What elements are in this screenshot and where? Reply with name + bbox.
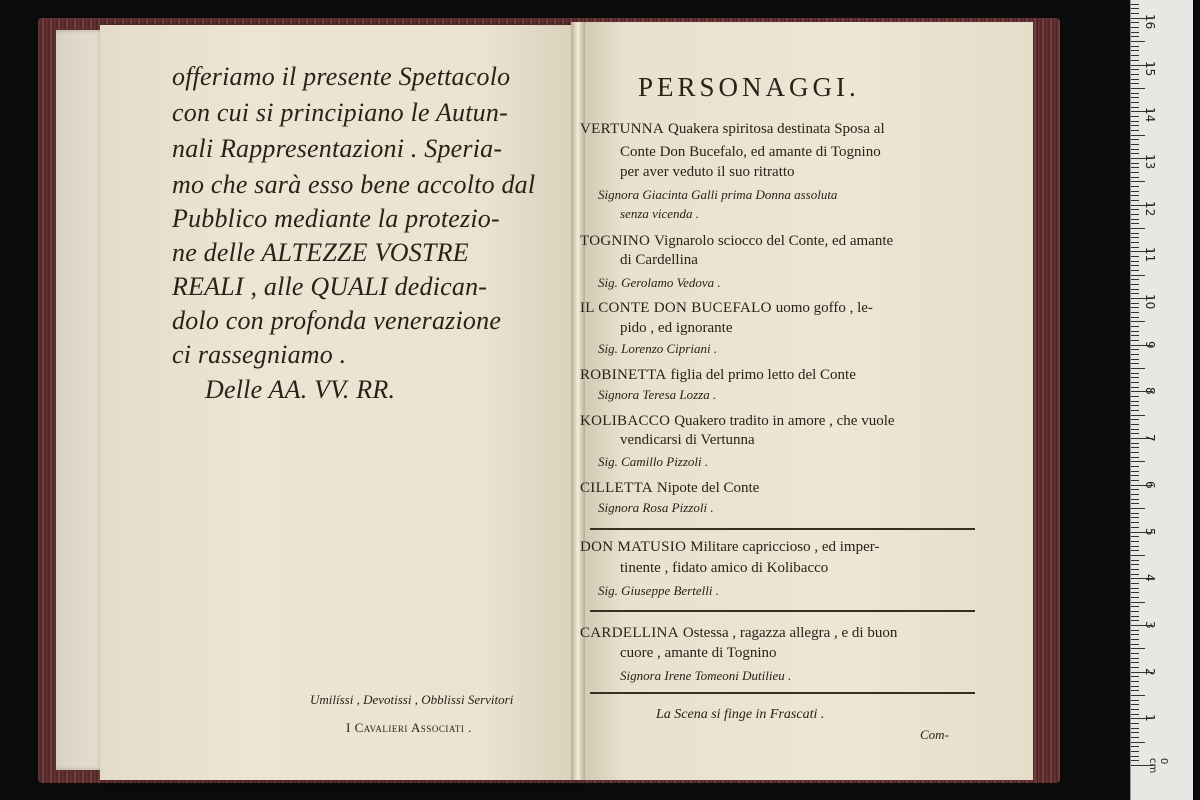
ruler-tick [1131,658,1139,659]
ruler-number: 13 [1143,153,1157,170]
ruler-tick [1131,97,1139,98]
ruler-tick [1131,247,1139,248]
ruler-tick [1131,466,1139,467]
ruler-number: 8 [1143,387,1157,396]
ruler-unit: 0 cm [1147,758,1169,774]
ruler-tick [1131,653,1139,654]
singer-name: Signora Giacinta Galli prima Donna assoluta [598,187,838,202]
ruler-tick [1131,597,1139,598]
ruler-tick [1131,541,1139,542]
character-name: CARDELLINA [580,625,679,641]
signature-servitori: Umilíssi , Devotissi , Obblissi Servitori [310,692,514,707]
ruler-tick [1131,499,1139,500]
ruler-tick [1131,349,1139,350]
character-description: vendicarsi di Vertunna [620,432,755,448]
ruler-tick [1131,410,1139,411]
ruler-tick [1131,443,1139,444]
ruler-tick [1131,555,1145,556]
ruler-tick [1131,275,1145,276]
dedication-line: REALI , alle QUALI dedican- [172,272,488,301]
ruler-tick [1131,429,1139,430]
ruler-tick [1131,13,1139,14]
ruler-tick [1131,256,1139,257]
ruler-tick [1131,368,1145,369]
ruler-tick [1131,200,1139,201]
ruler-tick [1131,359,1139,360]
ruler-tick [1131,690,1139,691]
ruler-number: 6 [1143,480,1157,489]
ruler-tick [1131,223,1139,224]
ruler-tick [1131,69,1139,70]
dedication-closing: Delle AA. VV. RR. [205,375,396,404]
ruler-tick [1131,732,1139,733]
ruler-tick [1131,644,1139,645]
ruler-tick [1131,588,1139,589]
ruler-tick [1131,186,1139,187]
ruler-tick [1131,331,1139,332]
ruler-tick [1131,265,1139,266]
ruler-tick [1131,293,1139,294]
dedication-line: Pubblico mediante la protezio- [172,204,500,233]
ruler-tick [1131,209,1139,210]
ruler-tick [1131,307,1139,308]
character-description: tinente , fidato amico di Kolibacco [620,560,829,576]
ruler-tick [1131,177,1139,178]
ruler-tick [1131,191,1139,192]
dedication-line: nali Rappresentazioni . Speria- [172,134,503,163]
character-description: pido , ed ignorante [620,320,733,336]
ruler-tick [1131,219,1139,220]
ruler-tick [1131,424,1139,425]
ruler-tick [1131,639,1139,640]
ruler-tick [1131,709,1139,710]
character-description: Militare capriccioso , ed imper- [690,539,880,555]
ruler-tick [1131,564,1139,565]
page-title: PERSONAGGI. [638,72,860,102]
character-description: Vignarolo sciocco del Conte, ed amante [654,233,894,249]
character-entry [580,232,893,250]
ruler-tick [1131,163,1139,164]
ruler-tick [1131,606,1139,607]
ruler-tick [1131,517,1139,518]
dedication-line: dolo con profonda venerazione [172,306,502,335]
ruler-tick [1131,457,1139,458]
character-description: Ostessa , ragazza allegra , e di buon [682,625,898,641]
ruler-tick [1131,737,1139,738]
ruler-tick [1131,60,1139,61]
ruler-number: 1 [1143,714,1157,722]
ruler-number: 11 [1143,247,1157,263]
ruler-tick [1131,756,1139,757]
ruler-tick [1131,228,1145,229]
ruler-tick [1131,181,1145,182]
ruler-tick [1131,695,1145,696]
ruler-tick [1131,546,1139,547]
ruler-tick [1131,508,1145,509]
ruler-tick [1131,574,1139,575]
singer-name: Signora Irene Tomeoni Dutilieu . [620,668,792,683]
ruler-tick [1131,279,1139,280]
ruler-tick [1131,667,1139,668]
ruler-tick [1131,130,1139,131]
ruler-tick [1131,93,1139,94]
character-description: Quakero tradito in amore , che vuole [674,413,895,429]
ruler-tick [1131,121,1139,122]
ruler-tick [1131,135,1145,136]
character-description: uomo goffo , le- [775,300,873,316]
ruler-tick [1131,461,1145,462]
ruler-tick [1131,686,1139,687]
ruler-tick [1131,50,1139,51]
ruler-tick [1131,494,1139,495]
dedication-line: ne delle ALTEZZE VOSTRE [172,238,469,267]
character-name: VERTUNNA [580,121,664,137]
ruler-tick [1131,396,1139,397]
ruler-tick [1131,648,1145,649]
character-description: per aver veduto il suo ritratto [620,164,795,180]
ruler-tick [1131,83,1139,84]
character-description: figlia del primo letto del Conte [670,367,856,383]
ruler-number: 4 [1143,574,1157,582]
ruler-tick [1131,139,1139,140]
character-name: ROBINETTA [580,367,667,383]
divider [590,692,975,694]
ruler-tick [1131,74,1139,75]
signature-cavalieri: I Cavalieri Associati . [346,720,472,735]
measurement-ruler [1130,0,1193,800]
ruler-tick [1131,452,1139,453]
ruler-tick [1131,700,1139,701]
ruler-tick [1131,447,1139,448]
ruler-tick [1131,746,1139,747]
ruler-tick [1131,373,1139,374]
character-name: DON MATUSIO [580,539,687,555]
ruler-number: 16 [1143,13,1157,30]
character-entry [580,538,879,556]
ruler-tick [1131,242,1139,243]
catchword: Com- [920,727,949,742]
ruler-number: 2 [1143,667,1157,676]
ruler-tick [1131,22,1139,23]
ruler-tick [1131,55,1139,56]
singer-name: Sig. Giuseppe Bertelli . [598,583,719,598]
singer-name: senza vicenda . [620,206,700,221]
ruler-tick [1131,167,1139,168]
ruler-tick [1131,233,1139,234]
character-name: TOGNINO [580,233,651,249]
singer-name: Signora Rosa Pizzoli . [598,500,714,515]
character-name: IL CONTE DON BUCEFALO [580,300,772,316]
ruler-tick [1131,527,1139,528]
divider [590,528,975,530]
ruler-tick [1131,387,1139,388]
ruler-tick [1131,270,1139,271]
character-description: Quakera spiritosa destinata Sposa al [668,121,885,137]
dedication-line: con cui si principiano le Autun- [172,98,508,127]
character-description: Nipote del Conte [656,480,760,496]
ruler-tick [1131,116,1139,117]
ruler-tick [1131,340,1139,341]
ruler-tick [1131,503,1139,504]
ruler-tick [1131,125,1139,126]
ruler-tick [1131,522,1139,523]
character-entry [580,120,885,138]
ruler-tick [1131,144,1139,145]
ruler-tick [1131,728,1139,729]
ruler-tick [1131,8,1139,9]
ruler-tick [1131,742,1145,743]
ruler-tick [1131,405,1139,406]
ruler-tick [1131,214,1139,215]
ruler-number: 3 [1143,620,1157,629]
ruler-tick [1131,354,1139,355]
ruler-tick [1131,611,1139,612]
ruler-tick [1131,550,1139,551]
singer-name: Sig. Gerolamo Vedova . [598,275,721,290]
singer-name: Sig. Lorenzo Cipriani . [598,341,718,356]
ruler-tick [1131,592,1139,593]
ruler-tick [1131,419,1139,420]
ruler-tick [1131,303,1139,304]
ruler-tick [1131,326,1139,327]
character-description: di Cardellina [620,252,698,268]
ruler-tick [1131,317,1139,318]
ruler-tick [1131,153,1139,154]
character-entry [580,624,897,642]
ruler-tick [1131,107,1139,108]
dedication-line: ci rassegniamo . [172,340,347,369]
ruler-tick [1131,377,1139,378]
ruler-tick [1131,602,1145,603]
ruler-tick [1131,714,1139,715]
ruler-tick [1131,560,1139,561]
ruler-tick [1131,681,1139,682]
ruler-tick [1131,704,1139,705]
ruler-tick [1131,172,1139,173]
ruler-tick [1131,27,1139,28]
ruler-tick [1131,32,1139,33]
divider [590,610,975,612]
ruler-tick [1131,433,1139,434]
character-entry [580,479,759,497]
ruler-tick [1131,513,1139,514]
ruler-tick [1131,401,1139,402]
ruler-tick [1131,751,1139,752]
ruler-tick [1131,760,1139,761]
ruler-tick [1131,88,1145,89]
ruler-tick [1131,382,1139,383]
ruler-number: 10 [1143,294,1157,310]
dedication-line: mo che sarà esso bene accolto dal [172,170,536,199]
ruler-tick [1131,284,1139,285]
ruler-tick [1131,237,1139,238]
singer-name: Sig. Camillo Pizzoli . [598,454,709,469]
character-name: CILLETTA [580,480,653,496]
ruler-tick [1131,261,1139,262]
ruler-tick [1131,363,1139,364]
ruler-tick [1131,620,1139,621]
ruler-tick [1131,471,1139,472]
ruler-tick [1131,195,1139,196]
singer-name: Signora Teresa Lozza . [598,387,717,402]
ruler-tick [1131,536,1139,537]
character-description: Conte Don Bucefalo, ed amante di Tognino [620,144,881,160]
ruler-number: 9 [1143,340,1157,349]
character-name: KOLIBACCO [580,413,671,429]
ruler-tick [1131,630,1139,631]
ruler-tick [1131,662,1139,663]
ruler-number: 7 [1143,434,1157,442]
ruler-tick [1131,676,1139,677]
ruler-tick [1131,569,1139,570]
dedication-line: offeriamo il presente Spettacolo [172,62,511,91]
scene-note: La Scena si finge in Frascati . [656,707,825,722]
ruler-tick [1131,102,1139,103]
ruler-tick [1131,79,1139,80]
ruler-tick [1131,46,1139,47]
character-description: cuore , amante di Tognino [620,645,777,661]
ruler-number: 5 [1143,527,1157,536]
ruler-tick [1131,312,1139,313]
ruler-tick [1131,4,1139,5]
character-entry [580,366,856,384]
ruler-tick [1131,289,1139,290]
ruler-tick [1131,489,1139,490]
ruler-tick [1131,415,1145,416]
character-entry [580,412,895,430]
ruler-tick [1131,335,1139,336]
ruler-tick [1131,480,1139,481]
ruler-tick [1131,41,1145,42]
ruler-number: 14 [1143,107,1157,123]
ruler-tick [1131,583,1139,584]
ruler-tick [1131,723,1139,724]
ruler-tick [1131,36,1139,37]
ruler-tick [1131,321,1145,322]
character-entry [580,299,873,317]
ruler-tick [1131,634,1139,635]
ruler-tick [1131,149,1139,150]
ruler-number: 15 [1143,60,1157,76]
ruler-tick [1131,616,1139,617]
ruler-tick [1131,475,1139,476]
ruler-number: 12 [1143,200,1157,216]
